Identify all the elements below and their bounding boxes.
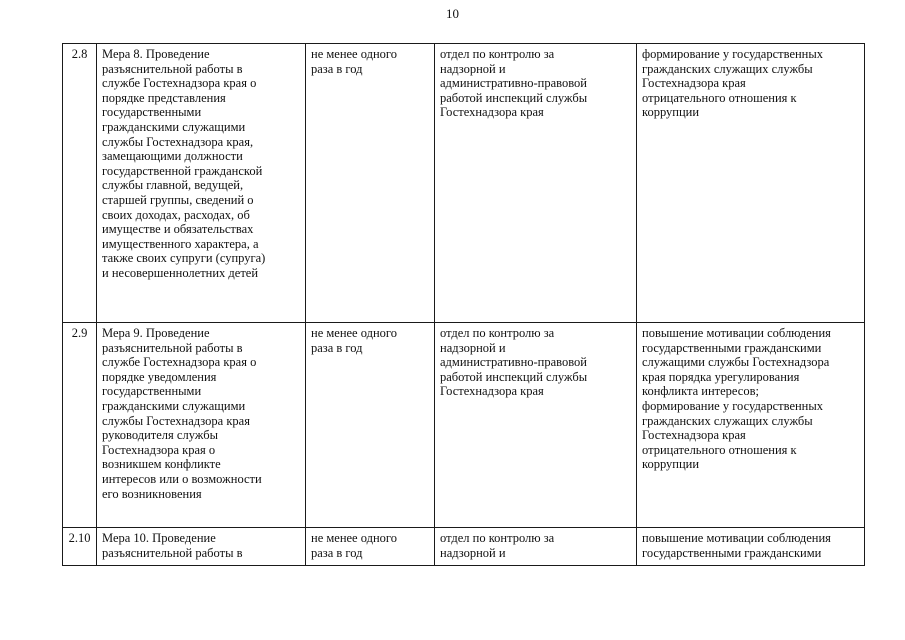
responsible-cell: отдел по контролю за надзорной и административно-правовой работой инспекций службы Гостехнадзора края bbox=[435, 323, 637, 528]
result-cell: формирование у государственных гражданских служащих службы Гостехнадзора края отрицательного отношения к коррупции bbox=[637, 44, 865, 323]
measures-table bbox=[62, 43, 865, 566]
page-number: 10 bbox=[446, 6, 459, 21]
responsible-cell: отдел по контролю за надзорной и административно-правовой работой инспекций службы Гостехнадзора края bbox=[435, 44, 637, 323]
period-cell: не менее одного раза в год bbox=[306, 44, 435, 323]
responsible-cell: отдел по контролю за надзорной и bbox=[435, 528, 637, 566]
measure-cell: Мера 9. Проведение разъяснительной работы в службе Гостехнадзора края о порядке уведомления государственными гражданскими служащими службы Гостехнадзора края руководителя службы Гостехнадзора края о возникшем конфликте интересов или о возможности его возникновения bbox=[97, 323, 306, 528]
table-row bbox=[63, 528, 865, 566]
result-cell: повышение мотивации соблюдения государственными гражданскими bbox=[637, 528, 865, 566]
row-number: 2.10 bbox=[63, 528, 97, 566]
table-row bbox=[63, 323, 865, 528]
result-cell: повышение мотивации соблюдения государственными гражданскими служащими службы Гостехнадзора края порядка урегулирования конфликта интересов; формирование у государственных гражданских служащих службы Гостехнадзора края отрицательного отношения к коррупции bbox=[637, 323, 865, 528]
period-cell: не менее одного раза в год bbox=[306, 528, 435, 566]
table-row bbox=[63, 44, 865, 323]
measure-cell: Мера 8. Проведение разъяснительной работы в службе Гостехнадзора края о порядке представления государственными гражданскими служащими службы Гостехнадзора края, замещающими должности государственной гражданской службы главной, ведущей, старшей группы, сведений о своих доходах, расходах, об имуществе и обязательствах имущественного характера, а также своих супруги (супруга) и несовершеннолетних детей bbox=[97, 44, 306, 323]
row-number: 2.9 bbox=[63, 323, 97, 528]
measure-cell: Мера 10. Проведение разъяснительной работы в bbox=[97, 528, 306, 566]
period-cell: не менее одного раза в год bbox=[306, 323, 435, 528]
row-number: 2.8 bbox=[63, 44, 97, 323]
